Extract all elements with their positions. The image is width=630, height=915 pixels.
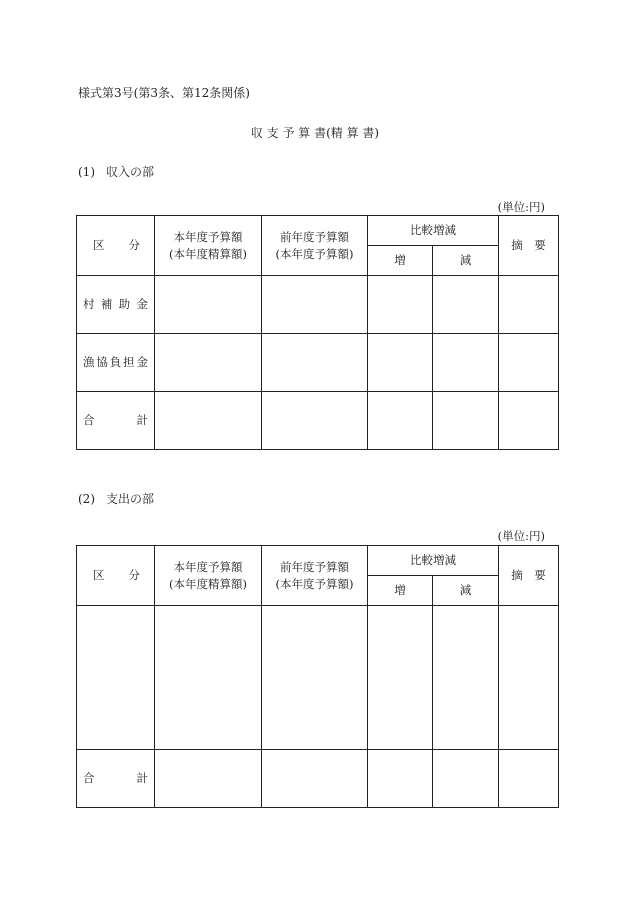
table-row	[77, 334, 559, 392]
cell[interactable]	[155, 276, 262, 334]
cell[interactable]	[499, 334, 559, 392]
current-year-budget-header: 本年度予算額 (本年度精算額)	[155, 216, 262, 276]
expense-table	[76, 545, 559, 808]
table-row	[77, 276, 559, 334]
comparison-header: 比較増減	[368, 546, 499, 576]
cell[interactable]	[433, 334, 499, 392]
expense-section-heading	[78, 490, 154, 507]
cell[interactable]	[368, 276, 433, 334]
decrease-header: 減	[433, 576, 499, 606]
previous-year-budget-header: 前年度予算額 (本年度予算額)	[262, 216, 368, 276]
current-year-budget-header: 本年度予算額 (本年度精算額)	[155, 546, 262, 606]
cell[interactable]	[368, 392, 433, 450]
cell[interactable]	[262, 334, 368, 392]
cell[interactable]	[262, 392, 368, 450]
decrease-header: 減	[433, 246, 499, 276]
income-section-heading	[78, 163, 154, 180]
remarks-header: 摘 要	[499, 546, 559, 606]
previous-year-budget-header: 前年度予算額 (本年度予算額)	[262, 546, 368, 606]
row-label-total: 合 計	[77, 750, 155, 808]
income-section-title: 収入の部	[106, 165, 155, 179]
cell[interactable]	[433, 392, 499, 450]
income-section-number: (1)	[78, 165, 95, 179]
cell[interactable]	[433, 750, 499, 808]
document-title: 収 支 予 算 書(精 算 書)	[250, 126, 380, 140]
comparison-header: 比較増減	[368, 216, 499, 246]
increase-header: 増	[368, 246, 433, 276]
category-header-char: 分	[128, 568, 140, 583]
income-table	[76, 215, 559, 450]
cell[interactable]	[499, 750, 559, 808]
cell[interactable]	[262, 750, 368, 808]
form-number: 様式第3号(第3条、第12条関係)	[78, 86, 250, 100]
cell[interactable]	[433, 276, 499, 334]
row-label-total: 合 計	[77, 392, 155, 450]
cell[interactable]	[155, 334, 262, 392]
category-header	[77, 546, 155, 606]
cell[interactable]	[155, 750, 262, 808]
expense-section-title: 支出の部	[106, 492, 155, 506]
cell[interactable]	[433, 606, 499, 750]
table-row	[77, 750, 559, 808]
remarks-header: 摘 要	[499, 216, 559, 276]
expense-unit-label: (単位:円)	[497, 529, 545, 543]
row-label-blank	[77, 606, 155, 750]
table-row	[77, 392, 559, 450]
cell[interactable]	[499, 606, 559, 750]
row-label-village-subsidy: 村 補 助 金	[77, 276, 155, 334]
row-label-fishery-coop-contribution: 漁 協 負 担 金	[77, 334, 155, 392]
cell[interactable]	[368, 606, 433, 750]
cell[interactable]	[262, 606, 368, 750]
category-header-char: 分	[128, 238, 140, 253]
increase-header: 増	[368, 576, 433, 606]
cell[interactable]	[499, 392, 559, 450]
cell[interactable]	[155, 392, 262, 450]
cell[interactable]	[499, 276, 559, 334]
expense-section-number: (2)	[78, 492, 95, 506]
cell[interactable]	[368, 334, 433, 392]
category-header-char: 区	[93, 238, 105, 253]
cell[interactable]	[368, 750, 433, 808]
table-row	[77, 606, 559, 750]
category-header	[77, 216, 155, 276]
income-unit-label: (単位:円)	[497, 200, 545, 214]
cell[interactable]	[262, 276, 368, 334]
category-header-char: 区	[93, 568, 105, 583]
cell[interactable]	[155, 606, 262, 750]
